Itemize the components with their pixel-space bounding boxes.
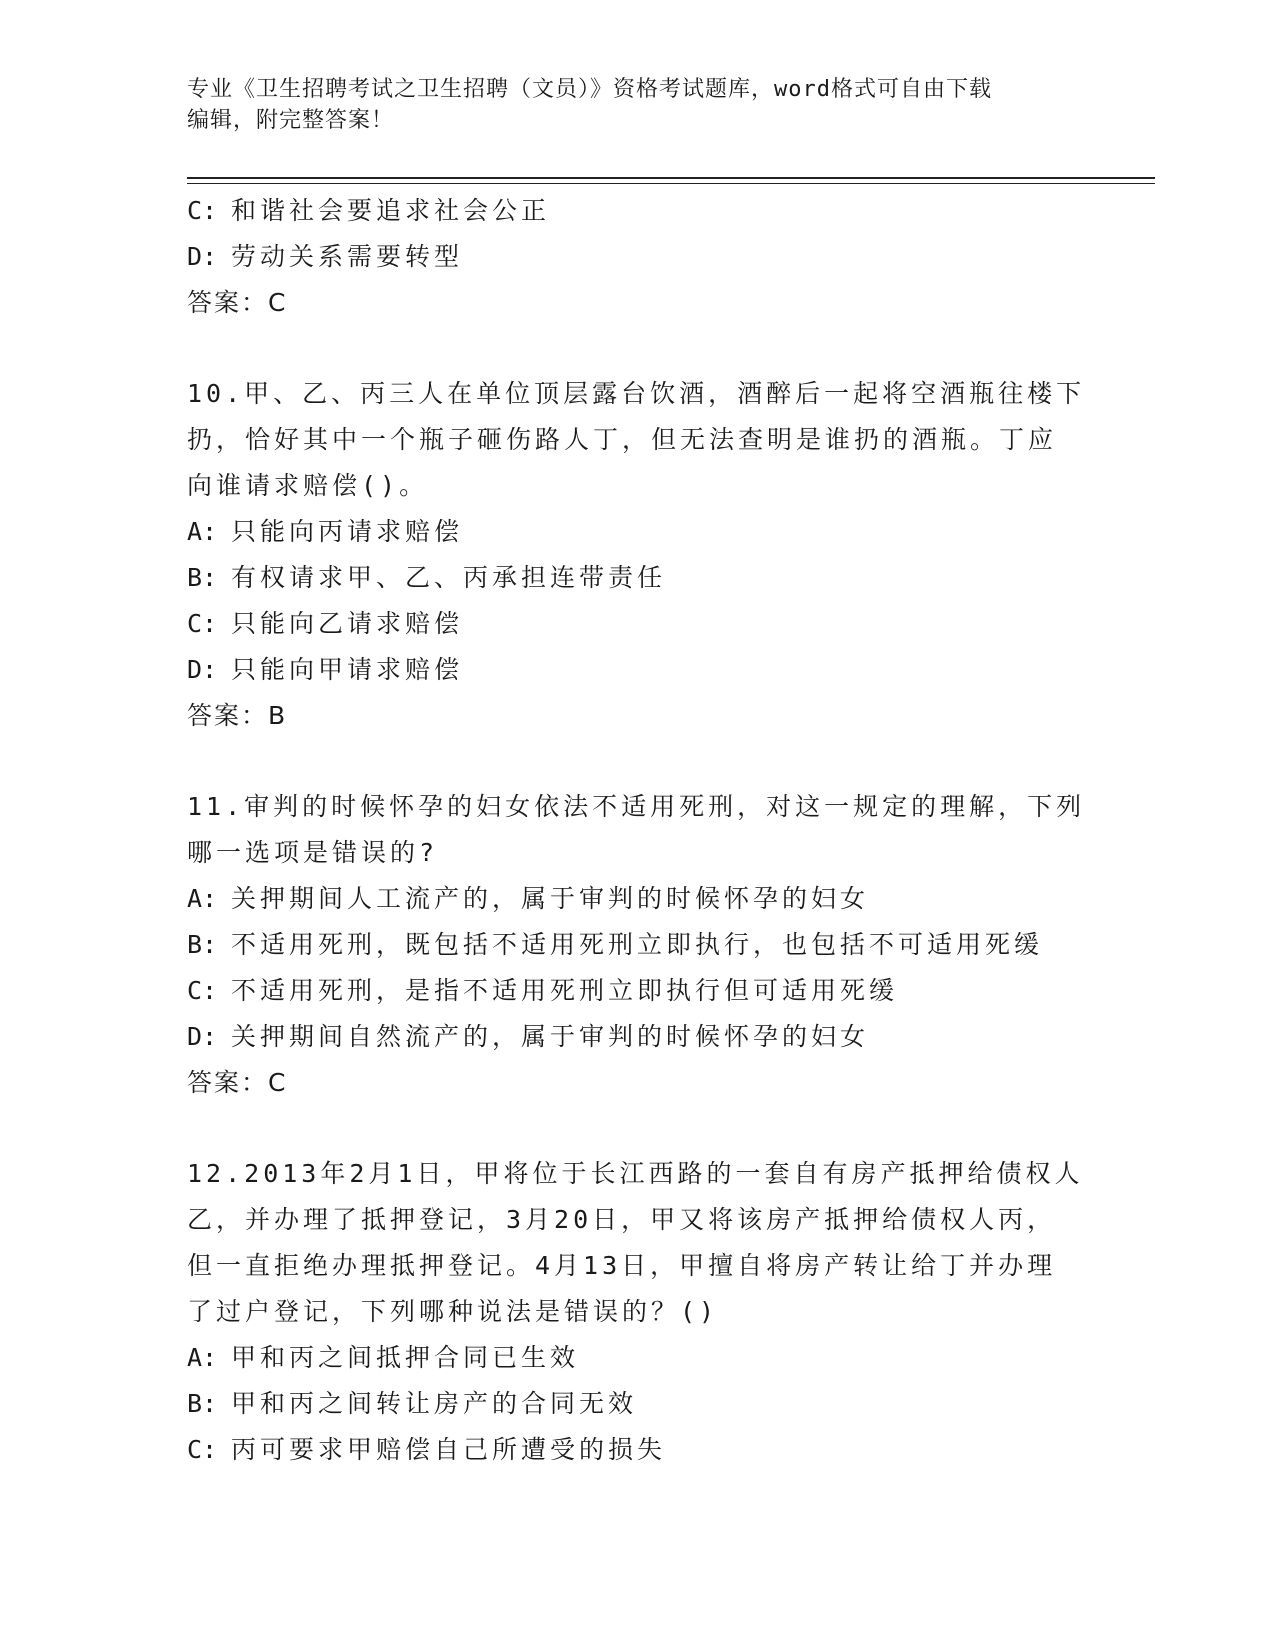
option-b [187,1381,1087,1427]
option-label: D: [187,1022,218,1051]
option-b [187,922,1087,968]
question-stem-line: 哪一选项是错误的? [187,838,439,867]
option-b [187,555,1087,601]
option-c [187,188,1087,234]
option-label: D: [187,655,218,684]
option-label: A: [187,517,218,546]
option-text: 只能向甲请求赔偿 [231,655,464,684]
option-text: 和谐社会要追求社会公正 [231,196,551,225]
question-stem-line: 但一直拒绝办理抵押登记。4月13日，甲擅自将房产转让给丁并办理 [187,1251,1057,1280]
option-text: 只能向乙请求赔偿 [231,609,464,638]
option-text: 不适用死刑，是指不适用死刑立即执行但可适用死缓 [231,976,899,1005]
option-c [187,601,1087,647]
header-divider-thin [187,183,1155,184]
option-label: C: [187,976,218,1005]
option-text: 只能向丙请求赔偿 [231,517,464,546]
question-list [187,188,1087,1473]
option-c [187,968,1087,1014]
question-stem-line: 10.甲、乙、丙三人在单位顶层露台饮酒，酒醉后一起将空酒瓶往楼下 [187,379,1086,408]
option-text: 劳动关系需要转型 [231,242,464,271]
option-text: 甲和丙之间转让房产的合同无效 [231,1389,638,1418]
option-a [187,509,1087,555]
document-header [187,74,1067,136]
option-d [187,234,1087,280]
option-label: C: [187,609,218,638]
option-c [187,1427,1087,1473]
option-label: C: [187,196,218,225]
header-line-2: 编辑，附完整答案！ [187,108,395,133]
option-text: 甲和丙之间抵押合同已生效 [231,1343,580,1372]
option-d [187,1014,1087,1060]
question-stem-line: 向谁请求赔偿()。 [187,471,429,500]
option-label: B: [187,930,218,959]
option-label: A: [187,884,218,913]
question-block-12 [187,1151,1087,1473]
question-block-10 [187,371,1087,739]
question-stem-line: 11.审判的时候怀孕的妇女依法不适用死刑，对这一规定的理解，下列 [187,792,1086,821]
option-label: A: [187,1343,218,1372]
option-label: B: [187,563,218,592]
option-a [187,1335,1087,1381]
option-d [187,647,1087,693]
question-stem-line: 了过户登记，下列哪种说法是错误的？() [187,1297,719,1326]
answer-line: 答案：B [187,701,288,730]
header-divider-thick [187,177,1155,179]
question-block-11 [187,784,1087,1106]
option-text: 不适用死刑，既包括不适用死刑立即执行，也包括不可适用死缓 [231,930,1044,959]
answer-line: 答案：C [187,1068,288,1097]
question-block-prev [187,188,1087,326]
option-text: 有权请求甲、乙、丙承担连带责任 [231,563,667,592]
option-text: 关押期间自然流产的，属于审判的时候怀孕的妇女 [231,1022,870,1051]
answer-line: 答案：C [187,288,288,317]
option-text: 丙可要求甲赔偿自己所遭受的损失 [231,1435,667,1464]
option-label: D: [187,242,218,271]
option-label: C: [187,1435,218,1464]
option-label: B: [187,1389,218,1418]
option-text: 关押期间人工流产的，属于审判的时候怀孕的妇女 [231,884,870,913]
header-line-1: 专业《卫生招聘考试之卫生招聘（文员）》资格考试题库，word格式可自由下载 [187,77,992,102]
question-stem-line: 扔，恰好其中一个瓶子砸伤路人丁，但无法查明是谁扔的酒瓶。丁应 [187,425,1058,454]
question-stem-line: 乙，并办理了抵押登记，3月20日，甲又将该房产抵押给债权人丙， [187,1205,1057,1234]
question-stem-line: 12.2013年2月1日，甲将位于长江西路的一套自有房产抵押给债权人 [187,1159,1084,1188]
option-a [187,876,1087,922]
